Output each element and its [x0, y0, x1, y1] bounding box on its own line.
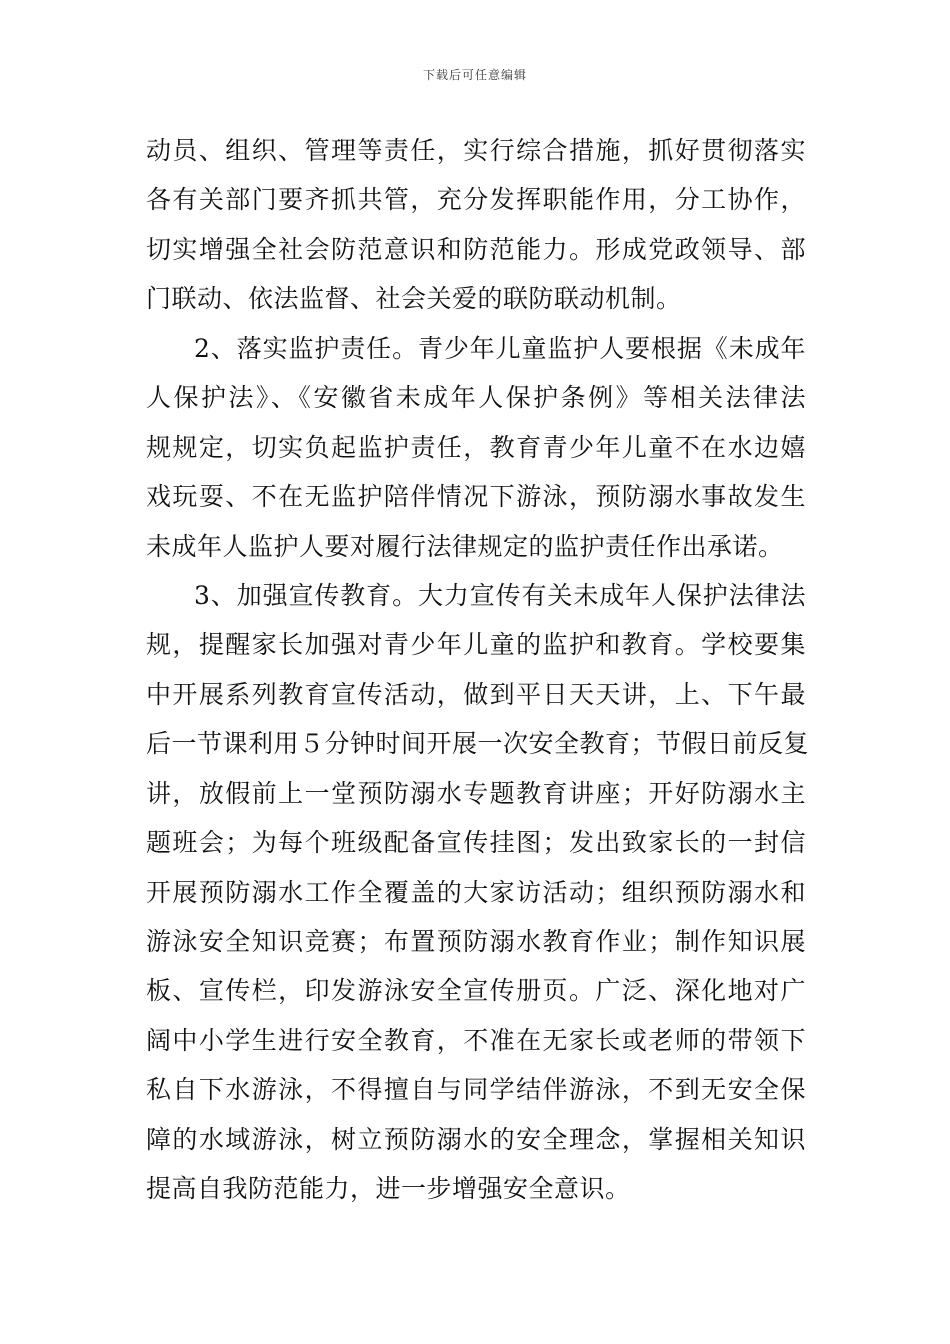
text-line: 切实增强全社会防范意识和防范能力。形成党政领导、部: [146, 234, 806, 264]
text-line: 讲，放假前上一堂预防溺水专题教育讲座；开好防溺水主: [146, 778, 806, 808]
text-line: 提高自我防范能力，进一步增强安全意识。: [146, 1174, 631, 1204]
paragraph-1: [146, 126, 806, 324]
text-line: 戏玩耍、不在无监护陪伴情况下游泳，预防溺水事故发生: [146, 482, 806, 512]
text-line: 规规定，切实负起监护责任，教育青少年儿童不在水边嬉: [146, 432, 806, 462]
paragraph-2: [146, 324, 806, 571]
text-line: 后一节课利用５分钟时间开展一次安全教育；节假日前反复: [146, 729, 810, 759]
text-line: 开展预防溺水工作全覆盖的大家访活动；组织预防溺水和: [146, 877, 806, 907]
text-line: 阔中小学生进行安全教育，不准在无家长或老师的带领下: [146, 1025, 806, 1055]
text-line: 障的水域游泳，树立预防溺水的安全理念，掌握相关知识: [146, 1124, 806, 1154]
text-line: 中开展系列教育宣传活动，做到平日天天讲，上、下午最: [146, 679, 806, 709]
paragraph-3: [146, 571, 810, 1214]
text-line: 游泳安全知识竞赛；布置预防溺水教育作业；制作知识展: [146, 927, 806, 956]
text-line: 题班会；为每个班级配备宣传挂图；发出致家长的一封信: [146, 828, 806, 858]
text-line: 2、落实监护责任。青少年儿童监护人要根据《未成年: [194, 333, 806, 363]
text-line: 各有关部门要齐抓共管，充分发挥职能作用，分工协作，: [146, 185, 806, 215]
text-line: 私自下水游泳，不得擅自与同学结伴游泳，不到无安全保: [146, 1075, 806, 1105]
document-body: [146, 126, 810, 1214]
text-line: 板、宣传栏，印发游泳安全宣传册页。广泛、深化地对广: [146, 976, 806, 1006]
text-line: 人保护法》、《安徽省未成年人保护条例》等相关法律法: [146, 383, 806, 413]
text-line: 规，提醒家长加强对青少年儿童的监护和教育。学校要集: [146, 630, 806, 660]
text-line: 动员、组织、管理等责任，实行综合措施，抓好贯彻落实: [146, 136, 806, 165]
text-line: 未成年人监护人要对履行法律规定的监护责任作出承诺。: [146, 531, 784, 561]
page-header: 下载后可任意编辑: [422, 68, 527, 82]
text-line: 3、加强宣传教育。大力宣传有关未成年人保护法律法: [194, 580, 806, 610]
text-line: 门联动、依法监督、社会关爱的联防联动机制。: [146, 284, 682, 314]
